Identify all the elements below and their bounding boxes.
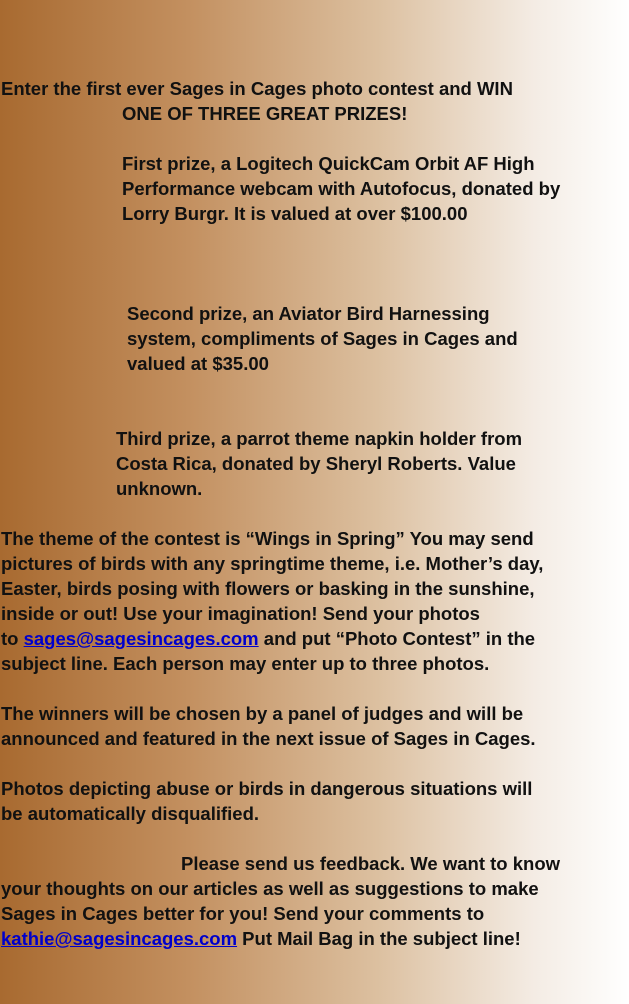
first-prize-line-2: Performance webcam with Autofocus, donated by bbox=[122, 178, 561, 199]
kathie-email-link[interactable]: kathie@sagesincages.com bbox=[1, 928, 238, 949]
theme-line-6: subject line. Each person may enter up to three photos. bbox=[1, 653, 490, 674]
theme-line-2: pictures of birds with any springtime theme, i.e. Mother’s day, bbox=[1, 553, 544, 574]
first-prize-line-1: First prize, a Logitech QuickCam Orbit AF High bbox=[122, 153, 535, 174]
disqualify-line-1: Photos depicting abuse or birds in dangerous situations will bbox=[1, 778, 533, 799]
theme-line-3: Easter, birds posing with flowers or basking in the sunshine, bbox=[1, 578, 535, 599]
second-prize-line-1: Second prize, an Aviator Bird Harnessing bbox=[127, 303, 490, 324]
feedback-line-4-post: Put Mail Bag in the subject line! bbox=[237, 928, 521, 949]
theme-line-1: The theme of the contest is “Wings in Spring” You may send bbox=[1, 528, 534, 549]
theme-line-5 bbox=[1, 626, 535, 651]
theme-line-5-post: and put “Photo Contest” in the bbox=[258, 628, 536, 649]
theme-line-5-pre: to bbox=[1, 628, 24, 649]
intro-line-2: ONE OF THREE GREAT PRIZES! bbox=[122, 103, 408, 124]
feedback-line-1: Please send us feedback. We want to know bbox=[181, 853, 561, 874]
first-prize-line-3: Lorry Burgr. It is valued at over $100.00 bbox=[122, 203, 468, 224]
third-prize-line-1: Third prize, a parrot theme napkin holder from bbox=[116, 428, 523, 449]
second-prize-line-3: valued at $35.00 bbox=[127, 353, 269, 374]
disqualify-line-2: be automatically disqualified. bbox=[1, 803, 260, 824]
theme-line-4: inside or out! Use your imagination! Send your photos bbox=[1, 603, 480, 624]
feedback-line-4 bbox=[1, 926, 521, 951]
second-prize-line-2: system, compliments of Sages in Cages and bbox=[127, 328, 518, 349]
sages-email-link[interactable]: sages@sagesincages.com bbox=[23, 628, 259, 649]
winners-line-2: announced and featured in the next issue of Sages in Cages. bbox=[1, 728, 536, 749]
intro-line-1: Enter the first ever Sages in Cages photo contest and WIN bbox=[1, 78, 513, 99]
winners-line-1: The winners will be chosen by a panel of judges and will be bbox=[1, 703, 524, 724]
feedback-line-2: your thoughts on our articles as well as suggestions to make bbox=[1, 878, 539, 899]
feedback-line-3: Sages in Cages better for you! Send your comments to bbox=[1, 903, 485, 924]
third-prize-line-3: unknown. bbox=[116, 478, 203, 499]
third-prize-line-2: Costa Rica, donated by Sheryl Roberts. Value bbox=[116, 453, 516, 474]
